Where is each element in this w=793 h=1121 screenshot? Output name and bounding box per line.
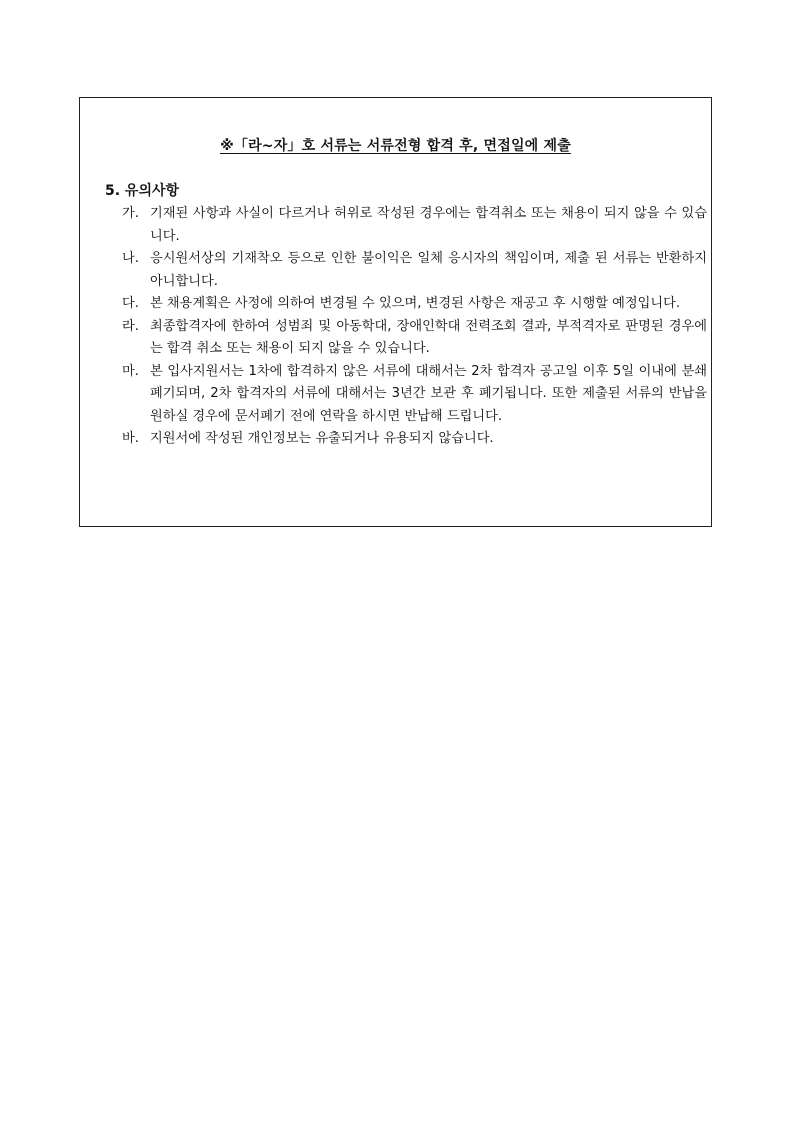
note-text: 지원서에 작성된 개인정보는 유출되거나 유용되지 않습니다. bbox=[150, 431, 494, 446]
note-item bbox=[122, 293, 707, 316]
note-item bbox=[122, 248, 707, 293]
note-text: 최종합격자에 한하여 성범죄 및 아동학대, 장애인학대 전력조회 결과, 부적격자로 판명된 경우에는 합격 취소 또는 채용이 되지 않을 수 있습니다. bbox=[150, 318, 707, 356]
note-marker: 나. bbox=[122, 251, 139, 266]
note-text: 본 채용계획은 사정에 의하여 변경될 수 있으며, 변경된 사항은 재공고 후 시행할 예정입니다. bbox=[150, 296, 681, 311]
note-item bbox=[122, 316, 707, 361]
note-text: 본 입사지원서는 1차에 합격하지 않은 서류에 대해서는 2차 합격자 공고일 이후 5일 이내에 분쇄 폐기되며, 2차 합격자의 서류에 대해서는 3년간 보관 후 폐기됩니다. 또한 제출된 서류의 반납을 원하실 경우에 문서폐기 전에 연락을 하시면 반납해 드립니다. bbox=[150, 363, 707, 424]
notice-heading: ※「라~자」호 서류는 서류전형 합격 후, 면접일에 제출 bbox=[220, 138, 571, 154]
section-title: 5. 유의사항 bbox=[105, 183, 180, 199]
note-marker: 마. bbox=[122, 363, 139, 379]
note-item bbox=[122, 428, 707, 451]
note-marker: 바. bbox=[122, 431, 139, 446]
notes-list bbox=[122, 203, 707, 451]
note-item bbox=[122, 203, 707, 248]
notice-box bbox=[79, 97, 712, 527]
note-item bbox=[122, 361, 707, 429]
note-marker: 라. bbox=[122, 318, 139, 334]
note-text: 기재된 사항과 사실이 다르거나 허위로 작성된 경우에는 합격취소 또는 채용이 되지 않을 수 있습니다. bbox=[150, 206, 707, 244]
note-marker: 다. bbox=[122, 296, 139, 311]
note-marker: 가. bbox=[122, 206, 139, 221]
note-text: 응시원서상의 기재착오 등으로 인한 불이익은 일체 응시자의 책임이며, 제출 된 서류는 반환하지 아니합니다. bbox=[150, 251, 707, 289]
